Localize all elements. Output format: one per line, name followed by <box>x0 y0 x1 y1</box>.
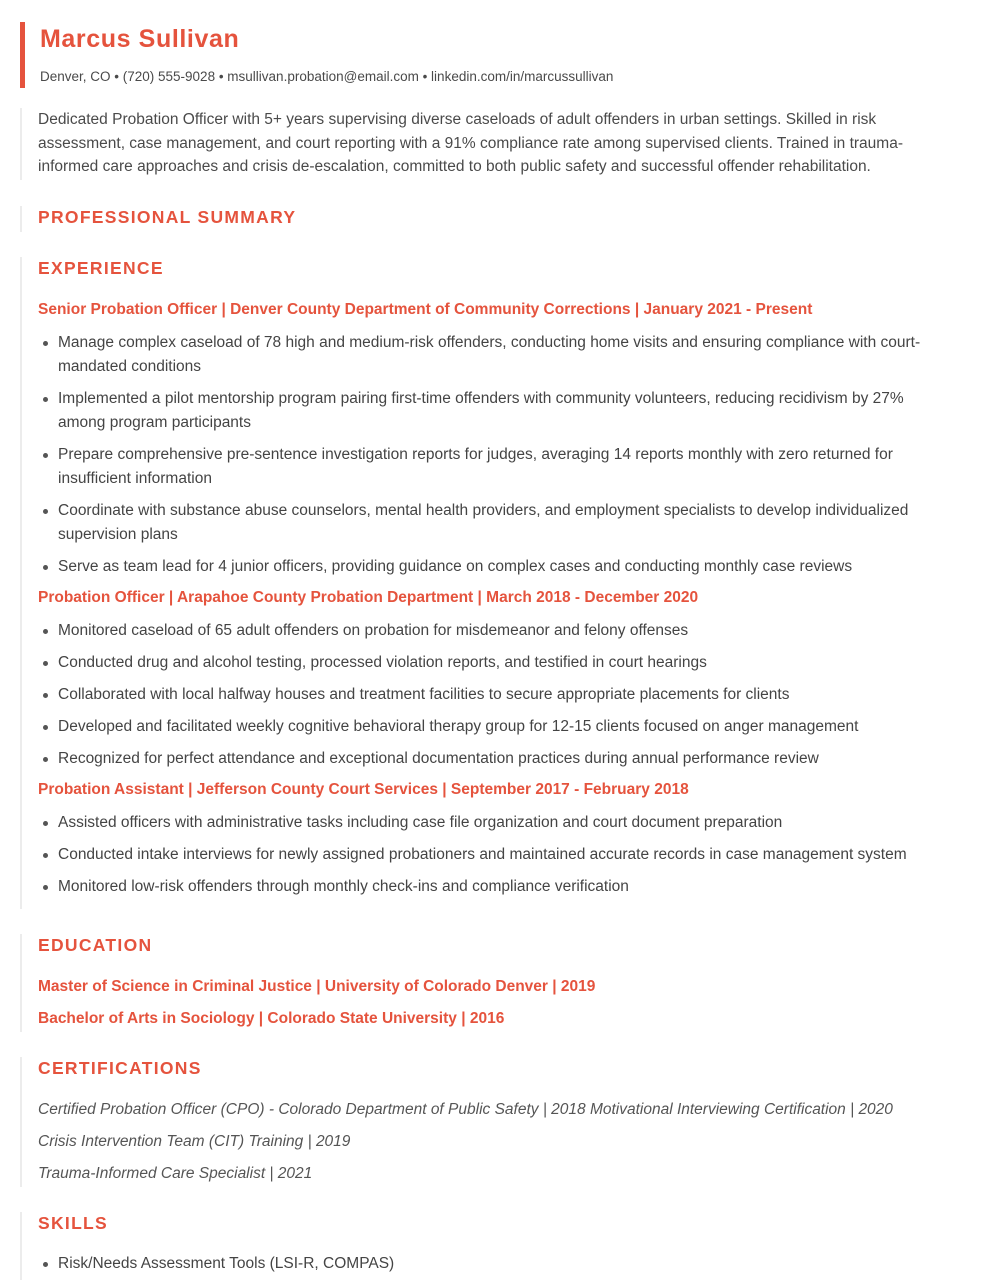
certification-entry: Trauma-Informed Care Specialist | 2021 <box>38 1165 313 1182</box>
list-item: Risk/Needs Assessment Tools (LSI-R, COMPAS) <box>38 1252 955 1276</box>
professional-summary-section <box>20 206 955 232</box>
skills-section <box>20 1212 955 1280</box>
list-item: Coordinate with substance abuse counselors, mental health providers, and employment specialists to develop individualized supervision plans <box>38 499 955 547</box>
certifications-heading: CERTIFICATIONS <box>38 1058 202 1078</box>
summary-paragraph <box>20 108 955 180</box>
job-title: Probation Assistant | Jefferson County Court Services | September 2017 - February 2018 <box>38 781 689 798</box>
list-item: Monitored low-risk offenders through monthly check-ins and compliance verification <box>38 875 955 899</box>
list-item: Implemented a pilot mentorship program pairing first-time offenders with community volunteers, reducing recidivism by 27% among program participants <box>38 387 955 435</box>
contact-line: Denver, CO • (720) 555-9028 • msullivan.probation@email.com • linkedin.com/in/marcussullivan <box>40 69 614 84</box>
list-item: Recognized for perfect attendance and exceptional documentation practices during annual performance review <box>38 747 955 771</box>
professional-summary-heading: PROFESSIONAL SUMMARY <box>38 207 297 227</box>
list-item: Conducted drug and alcohol testing, processed violation reports, and testified in court hearings <box>38 651 955 675</box>
list-item: Serve as team lead for 4 junior officers, providing guidance on complex cases and conducting monthly case reviews <box>38 555 955 579</box>
list-item: Manage complex caseload of 78 high and medium-risk offenders, conducting home visits and ensuring compliance with court-mandated conditions <box>38 331 955 379</box>
list-item: Collaborated with local halfway houses and treatment facilities to secure appropriate placements for clients <box>38 683 955 707</box>
job-bullets <box>38 331 955 579</box>
certification-entry: Crisis Intervention Team (CIT) Training | 2019 <box>38 1133 351 1150</box>
summary-text: Dedicated Probation Officer with 5+ years supervising diverse caseloads of adult offenders in urban settings. Skilled in risk assessment, case management, and court reporting with a 91% compliance rate among supervised clients. Trained in trauma-informed care approaches and crisis de-escalation, committed to both public safety and successful offender rehabilitation. <box>38 111 903 175</box>
list-item: Monitored caseload of 65 adult offenders on probation for misdemeanor and felony offenses <box>38 619 955 643</box>
job-title: Senior Probation Officer | Denver County Department of Community Corrections | January 2021 - Present <box>38 301 813 318</box>
education-heading: EDUCATION <box>38 935 153 955</box>
certification-entry: Certified Probation Officer (CPO) - Colorado Department of Public Safety | 2018 Motivational Interviewing Certification | 2020 <box>38 1101 893 1118</box>
skills-list <box>38 1252 955 1276</box>
experience-section <box>20 257 955 909</box>
candidate-name: Marcus Sullivan <box>40 25 240 53</box>
job-title: Probation Officer | Arapahoe County Probation Department | March 2018 - December 2020 <box>38 589 699 606</box>
resume-header <box>20 22 613 88</box>
education-entry: Bachelor of Arts in Sociology | Colorado State University | 2016 <box>38 1010 505 1027</box>
experience-heading: EXPERIENCE <box>38 258 164 278</box>
job-bullets <box>38 619 955 771</box>
list-item: Developed and facilitated weekly cognitive behavioral therapy group for 12-15 clients focused on anger management <box>38 715 955 739</box>
skills-heading: SKILLS <box>38 1213 109 1233</box>
list-item: Assisted officers with administrative tasks including case file organization and court document preparation <box>38 811 955 835</box>
list-item: Prepare comprehensive pre-sentence investigation reports for judges, averaging 14 reports monthly with zero returned for insufficient information <box>38 443 955 491</box>
education-section <box>20 934 955 1032</box>
list-item: Conducted intake interviews for newly assigned probationers and maintained accurate records in case management system <box>38 843 955 867</box>
certifications-section <box>20 1057 955 1187</box>
job-bullets <box>38 811 955 899</box>
education-entry: Master of Science in Criminal Justice | University of Colorado Denver | 2019 <box>38 978 596 995</box>
